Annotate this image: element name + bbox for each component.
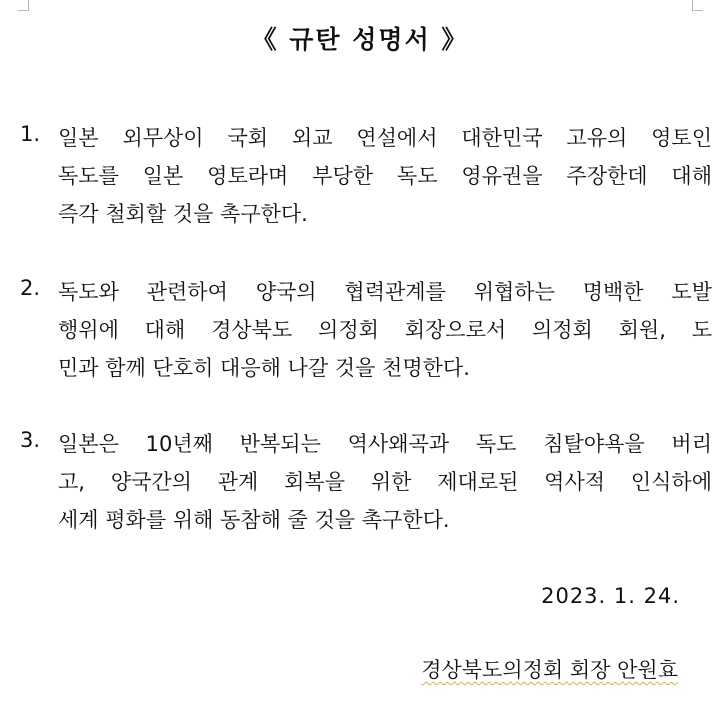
signature-text: 경상북도의정회 회장 안원효 <box>421 658 678 682</box>
item-number: 1. <box>20 122 41 146</box>
signature-line <box>340 654 678 684</box>
page-corner-mark-left <box>18 0 29 11</box>
item-line: 독도를 일본 영토라며 부당한 독도 영유권을 주장한데 대해 <box>58 164 712 188</box>
item-line: 독도와 관련하여 양국의 협력관계를 위협하는 명백한 도발 <box>58 280 712 304</box>
item-number: 3. <box>20 428 41 452</box>
item-line: 일본 외무상이 국회 외교 연설에서 대한민국 고유의 영토인 <box>58 126 712 150</box>
document-title: 《 규탄 성명서 》 <box>251 25 469 54</box>
item-line: 민과 함께 단호히 대응해 나갈 것을 천명한다. <box>58 356 470 380</box>
item-number: 2. <box>20 276 41 300</box>
item-line: 즉각 철회할 것을 촉구한다. <box>58 202 308 226</box>
page-corner-mark-right <box>692 0 703 11</box>
item-line: 일본은 10년째 반복되는 역사왜곡과 독도 침탈야욕을 버리 <box>58 432 712 456</box>
item-line: 세계 평화를 위해 동참해 줄 것을 촉구한다. <box>58 508 450 532</box>
statement-date: 2023. 1. 24. <box>541 584 680 608</box>
item-line: 행위에 대해 경상북도 의정회 회장으로서 의정회 회원, 도 <box>58 318 712 342</box>
item-line: 고, 양국간의 관계 회복을 위한 제대로된 역사적 인식하에 <box>58 470 712 494</box>
